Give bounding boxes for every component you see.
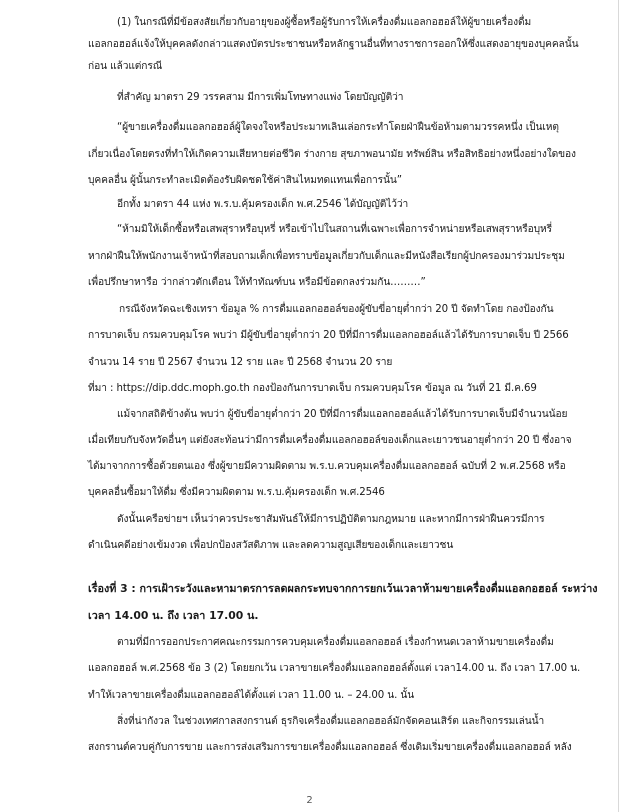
paragraph-line: บุคคลอื่นซื้อมาให้ดื่ม ซึ่งมีความผิดตาม พ.ร.บ.คุ้มครองเด็ก พ.ศ.2546 bbox=[88, 487, 385, 498]
paragraph-line: แอลกอฮอล์ พ.ศ.2568 ข้อ 3 (2) โดยยกเว้น เวลาขายเครื่องดื่มแอลกอฮอล์ตั้งแต่ เวลา14.00 น. ถึง เวลา 17.00 น. bbox=[88, 663, 581, 674]
paragraph-line: แอลกอฮอล์แจ้งให้บุคคลดังกล่าวแสดงบัตรประชาชนหรือหลักฐานอื่นที่ทางราชการออกให้ซึ่งแสดงอายุของบุคคลนั้น bbox=[88, 39, 579, 50]
quote-line: เกี่ยวเนื่องโดยตรงที่ทำให้เกิดความเสียหายต่อชีวิต ร่างกาย สุขภาพอนามัย ทรัพย์สิน หรือสิทธิอย่างหนึ่งอย่างใดของ bbox=[88, 149, 576, 160]
quote-line: “ผู้ขายเครื่องดื่มแอลกอฮอล์ผู้ใดจงใจหรือประมาทเลินเล่อกระทำโดยฝ่าฝืนข้อห้ามตามวรรคหนึ่ง เป็นเหตุ bbox=[117, 122, 559, 133]
paragraph-line: ที่สำคัญ มาตรา 29 วรรคสาม มีการเพิ่มโทษทางแพ่ง โดยบัญญัติว่า bbox=[117, 92, 404, 103]
section-heading: เรื่องที่ 3 : การเฝ้าระวังและหามาตรการลดผลกระทบจากการยกเว้นเวลาห้ามขายเครื่องดื่มแอลกอฮอล์ ระหว่าง bbox=[88, 582, 598, 595]
paragraph-line: ทำให้เวลาขายเครื่องดื่มแอลกอฮอล์ได้ตั้งแต่ เวลา 11.00 น. – 24.00 น. นั้น bbox=[88, 690, 415, 701]
quote-line: บุคคลอื่น ผู้นั้นกระทำละเมิดต้องรับผิดชดใช้ค่าสินไหมทดแทนเพื่อการนั้น” bbox=[88, 175, 402, 186]
page-number: 2 bbox=[306, 795, 313, 806]
paragraph-line: ได้มาจากการซื้อด้วยตนเอง ซึ่งผู้ขายมีความผิดตาม พ.ร.บ.ควบคุมเครื่องดื่มแอลกอฮอล์ ฉบับที่ 2 พ.ศ.2568 หรือ bbox=[88, 461, 566, 472]
paragraph-line: ก่อน แล้วแต่กรณี bbox=[88, 61, 163, 72]
paragraph-line: สงกรานต์ควบคู่กับการขาย และการส่งเสริมการขายเครื่องดื่มแอลกอฮอล์ ซึ่งเดิมเริ่มขายเครื่องดื่มแอลกอฮอล์ หลัง bbox=[88, 742, 572, 753]
paragraph-line: การบาดเจ็บ กรมควบคุมโรค พบว่า มีผู้ขับขี่อายุต่ำกว่า 20 ปีที่มีการดื่มแอลกอฮอล์แล้วได้รับการบาดเจ็บ ปี 2566 bbox=[88, 330, 569, 341]
paragraph-line: สิ่งที่น่ากังวล ในช่วงเทศกาลสงกรานต์ ธุรกิจเครื่องดื่มแอลกอฮอล์มักจัดคอนเสิร์ต และกิจกรรมเล่นน้ำ bbox=[117, 716, 545, 727]
section-heading-cont: เวลา 14.00 น. ถึง เวลา 17.00 น. bbox=[88, 609, 259, 622]
paragraph-line: จำนวน 14 ราย ปี 2567 จำนวน 12 ราย และ ปี 2568 จำนวน 20 ราย bbox=[88, 357, 393, 368]
paragraph-line: แม้จากสถิติข้างต้น พบว่า ผู้ขับขี่อายุต่ำกว่า 20 ปีที่มีการดื่มแอลกอฮอล์แล้วได้รับการบาดเจ็บมีจำนวนน้อย bbox=[117, 409, 568, 420]
paragraph-line: กรณีจังหวัดฉะเชิงเทรา ข้อมูล % การดื่มแอลกอฮอล์ของผู้ขับขี่อายุต่ำกว่า 20 ปี จัดทำโดย กองป้องกัน bbox=[119, 304, 554, 315]
paragraph-line: ดำเนินคดีอย่างเข้มงวด เพื่อปกป้องสวัสดิภาพ และลดความสูญเสียของเด็กและเยาวชน bbox=[88, 540, 454, 551]
paragraph-line: ตามที่มีการออกประกาศคณะกรรมการควบคุมเครื่องดื่มแอลกอฮอล์ เรื่องกำหนดเวลาห้ามขายเครื่องดื่ม bbox=[117, 637, 554, 648]
paragraph-line: อีกทั้ง มาตรา 44 แห่ง พ.ร.บ.คุ้มครองเด็ก พ.ศ.2546 ได้บัญญัติไว้ว่า bbox=[117, 199, 409, 210]
quote-line: หากฝ่าฝืนให้พนักงานเจ้าหน้าที่สอบถามเด็กเพื่อทราบข้อมูลเกี่ยวกับเด็กและมีหนังสือเรียกผู้ปกครองมาร่วมประชุม bbox=[88, 251, 565, 262]
paragraph-line: (1) ในกรณีที่มีข้อสงสัยเกี่ยวกับอายุของผู้ซื้อหรือผู้รับการให้เครื่องดื่มแอลกอฮอล์ให้ผู้ขายเครื่องดื่ม bbox=[117, 17, 532, 28]
quote-line: เพื่อปรึกษาหารือ ว่ากล่าวตักเตือน ให้ทำทัณฑ์บน หรือมีข้อตกลงร่วมกัน………” bbox=[88, 277, 426, 288]
quote-line: “ห้ามมิให้เด็กซื้อหรือเสพสุราหรือบุหรี่ หรือเข้าไปในสถานที่เฉพาะเพื่อการจำหน่ายหรือเสพสุราหรือบุหรี่ bbox=[117, 224, 553, 235]
paragraph-line: เมื่อเทียบกับจังหวัดอื่นๆ แต่ยังสะท้อนว่ามีการดื่มเครื่องดื่มแอลกอฮอล์ของเด็กและเยาวชนอายุต่ำกว่า 20 ปี ซึ่งอาจ bbox=[88, 435, 572, 446]
source-line: ที่มา : https://dip.ddc.moph.go.th กองป้องกันการบาดเจ็บ กรมควบคุมโรค ข้อมูล ณ วันที่ 21 มี.ค.69 bbox=[88, 383, 537, 394]
paragraph-line: ดังนั้นเครือข่ายฯ เห็นว่าควรประชาสัมพันธ์ให้มีการปฏิบัติตามกฎหมาย และหากมีการฝ่าฝืนควรมีการ bbox=[117, 514, 545, 525]
